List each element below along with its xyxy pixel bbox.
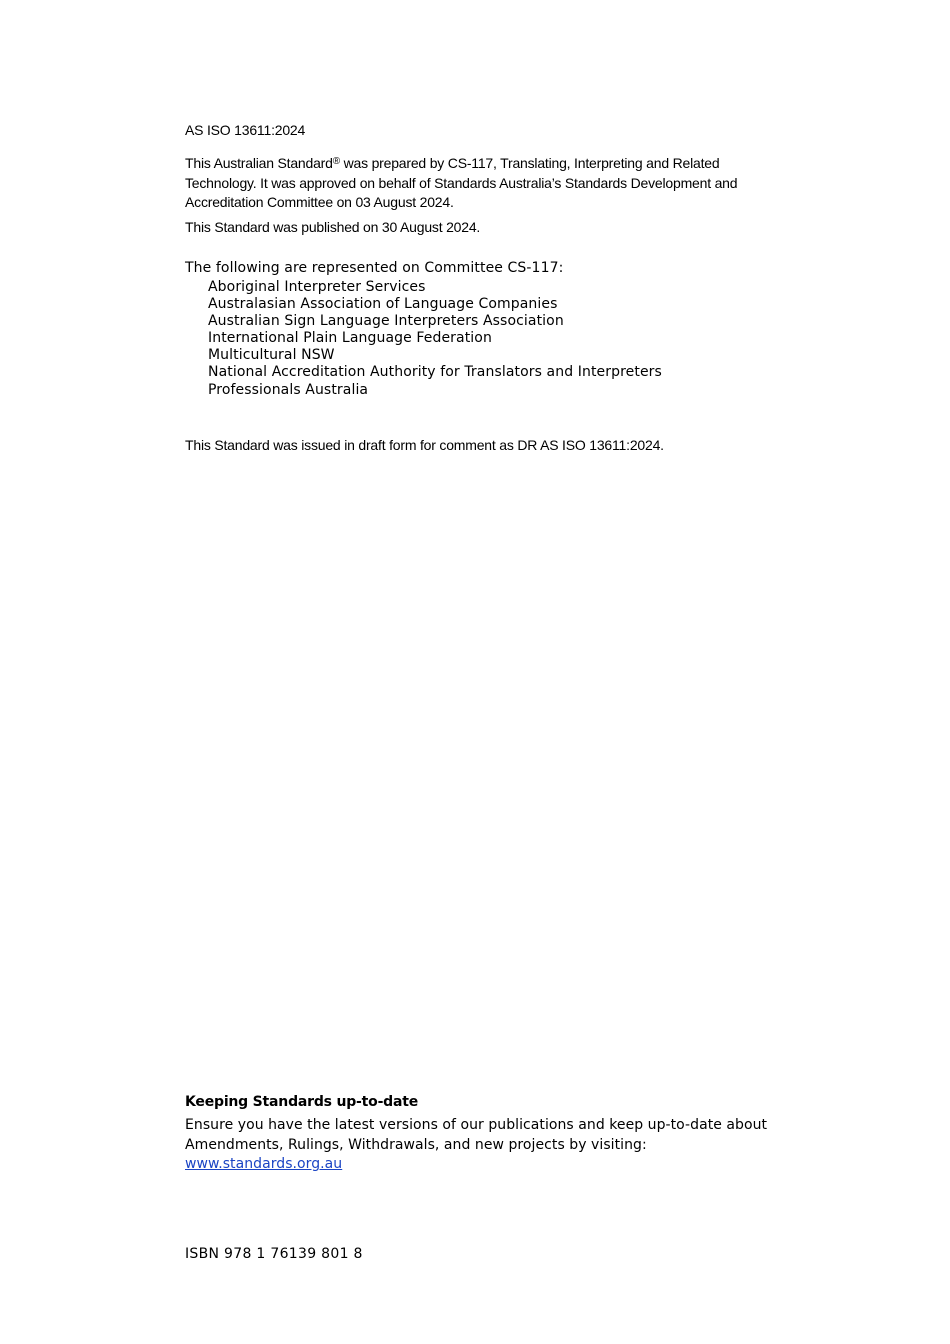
committee-intro: The following are represented on Committee CS-117: [185, 260, 564, 276]
committee-member: Australasian Association of Language Companies [208, 296, 558, 313]
website-link[interactable]: www.standards.org.au [185, 1156, 343, 1172]
committee-member-list [185, 279, 662, 399]
draft-note: This Standard was issued in draft form for comment as DR AS ISO 13611:2024. [185, 437, 664, 453]
committee-member: Multicultural NSW [208, 347, 335, 364]
keeping-body [185, 1116, 785, 1175]
preparation-rest: was prepared by CS-117, Translating, Interpreting and Related Technology. It was approved on behalf of Standards Australia’s Standards Development and Accreditation Committee on 03 August 2024. [185, 155, 738, 210]
committee-section [185, 259, 662, 399]
committee-member: Aboriginal Interpreter Services [208, 279, 426, 295]
committee-member: National Accreditation Authority for Translators and Interpreters [208, 364, 662, 381]
registered-mark: ® [332, 156, 340, 167]
committee-member: Australian Sign Language Interpreters Association [208, 313, 564, 330]
keeping-up-to-date-section [185, 1094, 785, 1175]
committee-member: International Plain Language Federation [208, 330, 492, 347]
preparation-lead: This Australian Standard [185, 155, 333, 171]
keeping-heading: Keeping Standards up-to-date [185, 1094, 419, 1110]
document-code: AS ISO 13611:2024 [185, 122, 306, 138]
preparation-paragraph [185, 154, 785, 213]
keeping-body-text: Ensure you have the latest versions of our publications and keep up-to-date about Amendments, Rulings, Withdrawals, and new projects by visiting: [185, 1117, 768, 1153]
committee-member: Professionals Australia [208, 381, 369, 398]
publication-paragraph: This Standard was published on 30 August 2024. [185, 219, 481, 235]
isbn-number: ISBN 978 1 76139 801 8 [185, 1246, 363, 1262]
